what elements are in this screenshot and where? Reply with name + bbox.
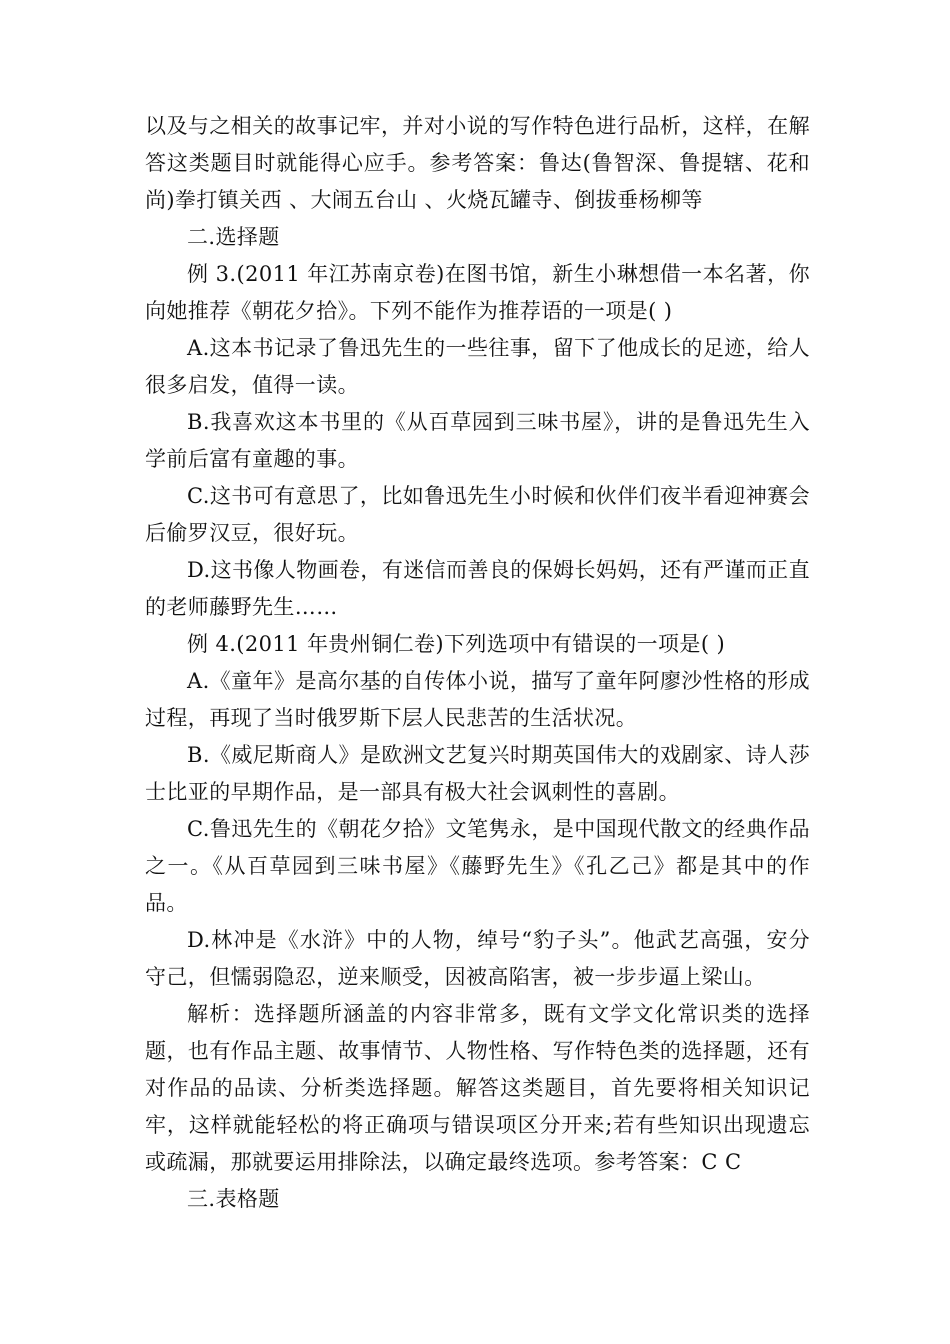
- example-4-option-c: C.鲁迅先生的《朝花夕拾》文笔隽永，是中国现代散文的经典作品之一。《从百草园到三味书屋》《藤野先生》《孔乙己》都是其中的作品。: [145, 817, 810, 915]
- example-4-question: 例 4.(2011 年贵州铜仁卷)下列选项中有错误的一项是( ): [187, 632, 726, 656]
- document-body: [145, 108, 810, 1218]
- example-3-option-a: A.这本书记录了鲁迅先生的一些往事，留下了他成长的足迹，给人很多启发，值得一读。: [145, 336, 810, 397]
- analysis-paragraph: 解析：选择题所涵盖的内容非常多，既有文学文化常识类的选择题，也有作品主题、故事情节、人物性格、写作特色类的选择题，还有对作品的品读、分析类选择题。解答这类题目，首先要将相关知识记牢，这样就能轻松的将正确项与错误项区分开来;若有些知识出现遗忘或疏漏，那就要运用排除法，以确定最终选项。参考答案：C C: [145, 1002, 810, 1174]
- section-heading-choice: 二.选择题: [187, 225, 280, 249]
- example-4-option-d: D.林冲是《水浒》中的人物，绰号“豹子头”。他武艺高强，安分守己，但懦弱隐忍，逆来顺受，因被高陷害，被一步步逼上梁山。: [145, 928, 810, 989]
- example-3-option-c: C.这书可有意思了，比如鲁迅先生小时候和伙伴们夜半看迎神赛会后偷罗汉豆，很好玩。: [145, 484, 810, 545]
- section-heading-table: 三.表格题: [187, 1187, 280, 1211]
- example-3-question: 例 3.(2011 年江苏南京卷)在图书馆，新生小琳想借一本名著，你向她推荐《朝花夕拾》。下列不能作为推荐语的一项是( ): [145, 262, 810, 323]
- example-4-option-a: A.《童年》是高尔基的自传体小说，描写了童年阿廖沙性格的形成过程，再现了当时俄罗斯下层人民悲苦的生活状况。: [145, 669, 810, 730]
- example-3-option-b: B.我喜欢这本书里的《从百草园到三味书屋》，讲的是鲁迅先生入学前后富有童趣的事。: [145, 410, 810, 471]
- example-4-option-b: B.《威尼斯商人》是欧洲文艺复兴时期英国伟大的戏剧家、诗人莎士比亚的早期作品，是一部具有极大社会讽刺性的喜剧。: [145, 743, 810, 804]
- example-3-option-d: D.这书像人物画卷，有迷信而善良的保姆长妈妈，还有严谨而正直的老师藤野先生……: [145, 558, 810, 619]
- paragraph-answer-continuation: 以及与之相关的故事记牢，并对小说的写作特色进行品析，这样，在解答这类题目时就能得心应手。参考答案：鲁达(鲁智深、鲁提辖、花和尚)拳打镇关西 、大闹五台山 、火烧瓦罐寺、倒拔垂杨柳等: [145, 114, 810, 212]
